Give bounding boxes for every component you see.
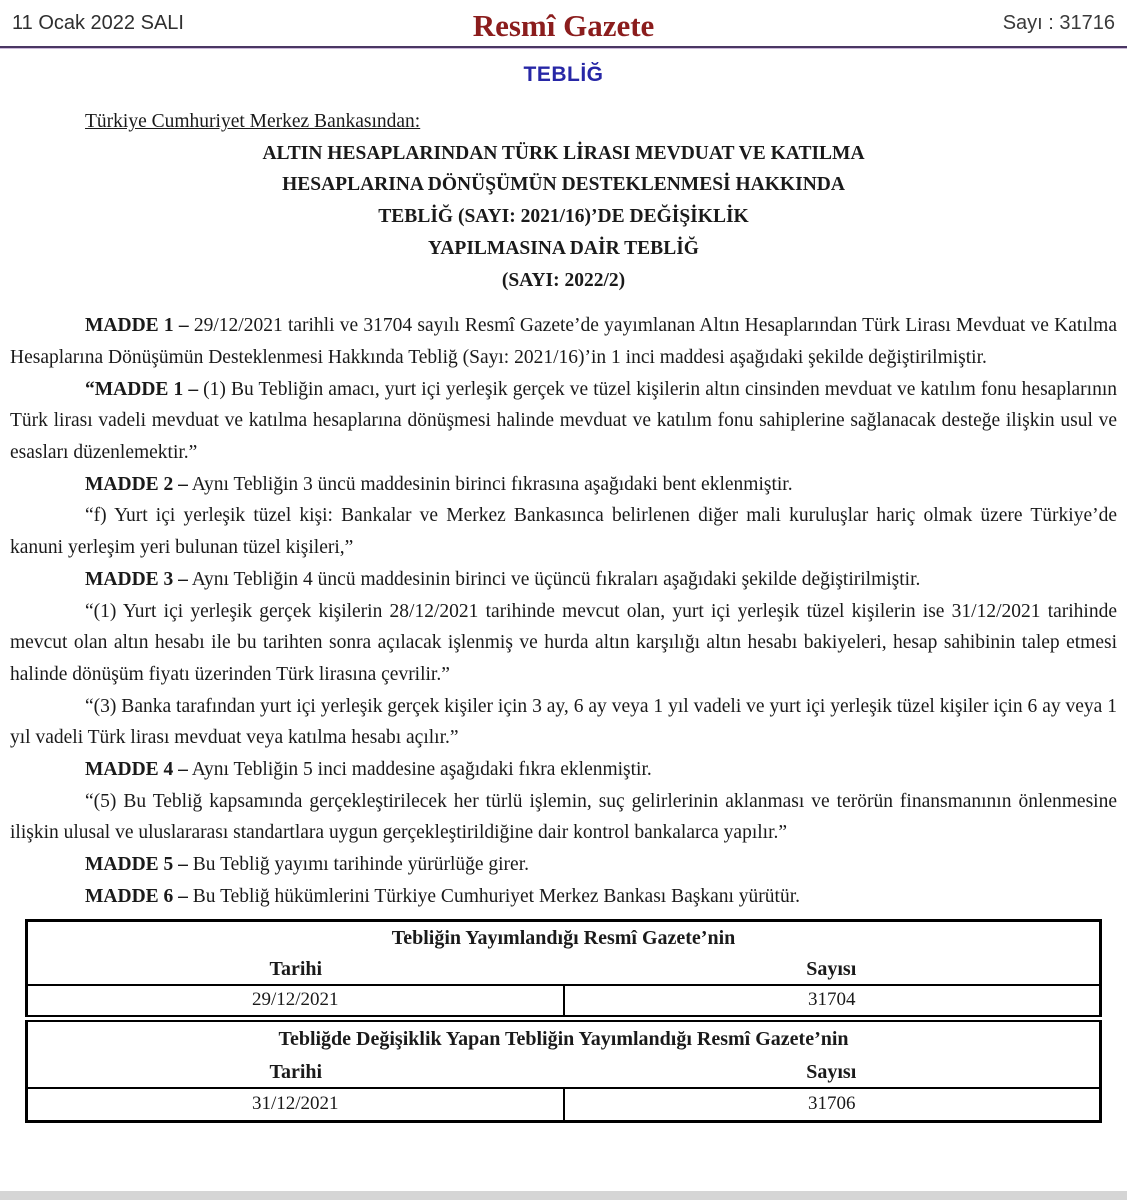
paragraph-lead: MADDE 4 – xyxy=(85,759,188,781)
gazette-brand-title: Resmî Gazete xyxy=(472,8,655,43)
body-paragraph xyxy=(10,881,1117,913)
table-section-2-header: Tebliğde Değişiklik Yapan Tebliğin Yayımlandığı Resmî Gazete’nin xyxy=(27,1018,1101,1058)
body-paragraph xyxy=(10,691,1117,754)
table-section-2-date: 31/12/2021 xyxy=(27,1088,564,1121)
table-section-2-col-number-label: Sayısı xyxy=(806,1061,857,1084)
issuing-authority: Türkiye Cumhuriyet Merkez Bankasından: xyxy=(85,111,421,132)
publication-info-table xyxy=(25,919,1102,1123)
body-paragraph xyxy=(10,564,1117,596)
masthead xyxy=(0,0,1127,46)
paragraph-list xyxy=(10,310,1117,912)
body-paragraph xyxy=(10,596,1117,691)
section-heading: TEBLİĞ xyxy=(523,63,604,86)
paragraph-text: (1) Bu Tebliğin amacı, yurt içi yerleşik gerçek ve tüzel kişilerin altın cinsinden mevduat ve katılım fonu hesaplarının Türk lirası vadeli mevduat ve katılma hesaplarına dönüşmesi halinde mevduat ve katılım fonu sahiplerine sağlanacak desteğe ilişkin usul ve esasları düzenlemektir.” xyxy=(10,378,1117,464)
paragraph-lead: MADDE 5 – xyxy=(85,854,188,876)
body-paragraph xyxy=(10,786,1117,849)
paragraph-lead: MADDE 2 – xyxy=(85,473,188,495)
paragraph-text: Bu Tebliğ yayımı tarihinde yürürlüğe girer. xyxy=(187,854,530,876)
table-section-2-number: 31706 xyxy=(564,1088,1101,1121)
body-paragraph xyxy=(10,469,1117,501)
masthead-issue-number: Sayı : 31716 xyxy=(1002,11,1115,34)
paragraph-lead: MADDE 6 – xyxy=(85,885,188,907)
table-section-2-col-date-label: Tarihi xyxy=(269,1061,323,1084)
paragraph-text: Aynı Tebliğin 5 inci maddesine aşağıdaki fıkra eklenmiştir. xyxy=(187,759,652,781)
body-paragraph xyxy=(10,500,1117,563)
paragraph-text: Aynı Tebliğin 3 üncü maddesinin birinci fıkrasına aşağıdaki bent eklenmiştir. xyxy=(187,473,793,495)
body-paragraph xyxy=(10,754,1117,786)
table-section-1-date: 29/12/2021 xyxy=(27,985,564,1018)
document-title-line: ALTIN HESAPLARINDAN TÜRK LİRASI MEVDUAT VE KATILMA xyxy=(262,142,865,164)
body-paragraph xyxy=(10,849,1117,881)
document-title-line: HESAPLARINA DÖNÜŞÜMÜN DESTEKLENMESİ HAKKINDA xyxy=(282,174,845,196)
paragraph-text: “(3) Banka tarafından yurt içi yerleşik gerçek kişiler için 3 ay, 6 ay veya 1 yıl vadeli ve yurt içi yerleşik tüzel kişiler için 6 ay veya 1 yıl vadeli Türk lirası mevduat veya katılma hesabı açılır.” xyxy=(10,695,1117,749)
document-title-line: YAPILMASINA DAİR TEBLİĞ xyxy=(428,237,699,259)
paragraph-lead: “MADDE 1 – xyxy=(85,378,199,400)
paragraph-text: “(1) Yurt içi yerleşik gerçek kişilerin 28/12/2021 tarihinde mevcut olan, yurt içi yerleşik tüzel kişilerin ise 31/12/2021 tarihinde mevcut olan altın hesabı ile bu tarihten sonra açılacak işlenmiş ve hurda altın karşılığı altın hesabı bakiyeleri, hesap sahibinin talep etmesi halinde dönüşüm fiyatı üzerinden Türk lirasına çevrilir.” xyxy=(10,600,1117,685)
body-paragraph xyxy=(10,374,1117,469)
document-title xyxy=(10,138,1117,297)
paragraph-lead: MADDE 3 – xyxy=(85,568,188,590)
paragraph-text: “f) Yurt içi yerleşik tüzel kişi: Bankalar ve Merkez Bankasınca belirlenen diğer mali kuruluşlar hariç olmak üzere Türkiye’de kanuni yerleşim yeri bulunan tüzel kişileri,” xyxy=(10,505,1117,559)
table-section-1-col-date-label: Tarihi xyxy=(269,958,323,981)
document-body xyxy=(0,106,1127,913)
paragraph-lead: MADDE 1 – xyxy=(85,315,189,337)
page-bottom-edge xyxy=(0,1191,1127,1200)
table-section-1-col-number-label: Sayısı xyxy=(806,958,857,981)
paragraph-text: 29/12/2021 tarihli ve 31704 sayılı Resmî Gazete’de yayımlanan Altın Hesaplarından Türk Lirası Mevduat ve Katılma Hesaplarına Dönüşümün Desteklenmesi Hakkında Tebliğ (Sayı: 2021/16)’in 1 inci maddesi aşağıdaki şekilde değiştirilmiştir. xyxy=(10,315,1117,368)
paragraph-text: “(5) Bu Tebliğ kapsamında gerçekleştirilecek her türlü işlemin, suç gelirlerinin aklanması ve terörün finansmanının önlenmesine ilişkin ulusal ve uluslararası standartlara uygun gerçekleştirildiğine dair kontrol bankalarca yapılır.” xyxy=(10,790,1117,844)
masthead-date: 11 Ocak 2022 SALI xyxy=(12,11,184,34)
paragraph-text: Aynı Tebliğin 4 üncü maddesinin birinci ve üçüncü fıkraları aşağıdaki şekilde değiştirilmiştir. xyxy=(187,568,921,590)
paragraph-text: Bu Tebliğ hükümlerini Türkiye Cumhuriyet Merkez Bankası Başkanı yürütür. xyxy=(187,885,800,907)
body-paragraph xyxy=(10,310,1117,373)
document-title-line: (SAYI: 2022/2) xyxy=(501,269,626,291)
table-section-1-header: Tebliğin Yayımlandığı Resmî Gazete’nin xyxy=(391,926,736,949)
masthead-divider-line xyxy=(0,46,1127,49)
table-section-1-number: 31704 xyxy=(564,985,1101,1018)
document-title-line: TEBLİĞ (SAYI: 2021/16)’DE DEĞİŞİKLİK xyxy=(378,206,749,228)
